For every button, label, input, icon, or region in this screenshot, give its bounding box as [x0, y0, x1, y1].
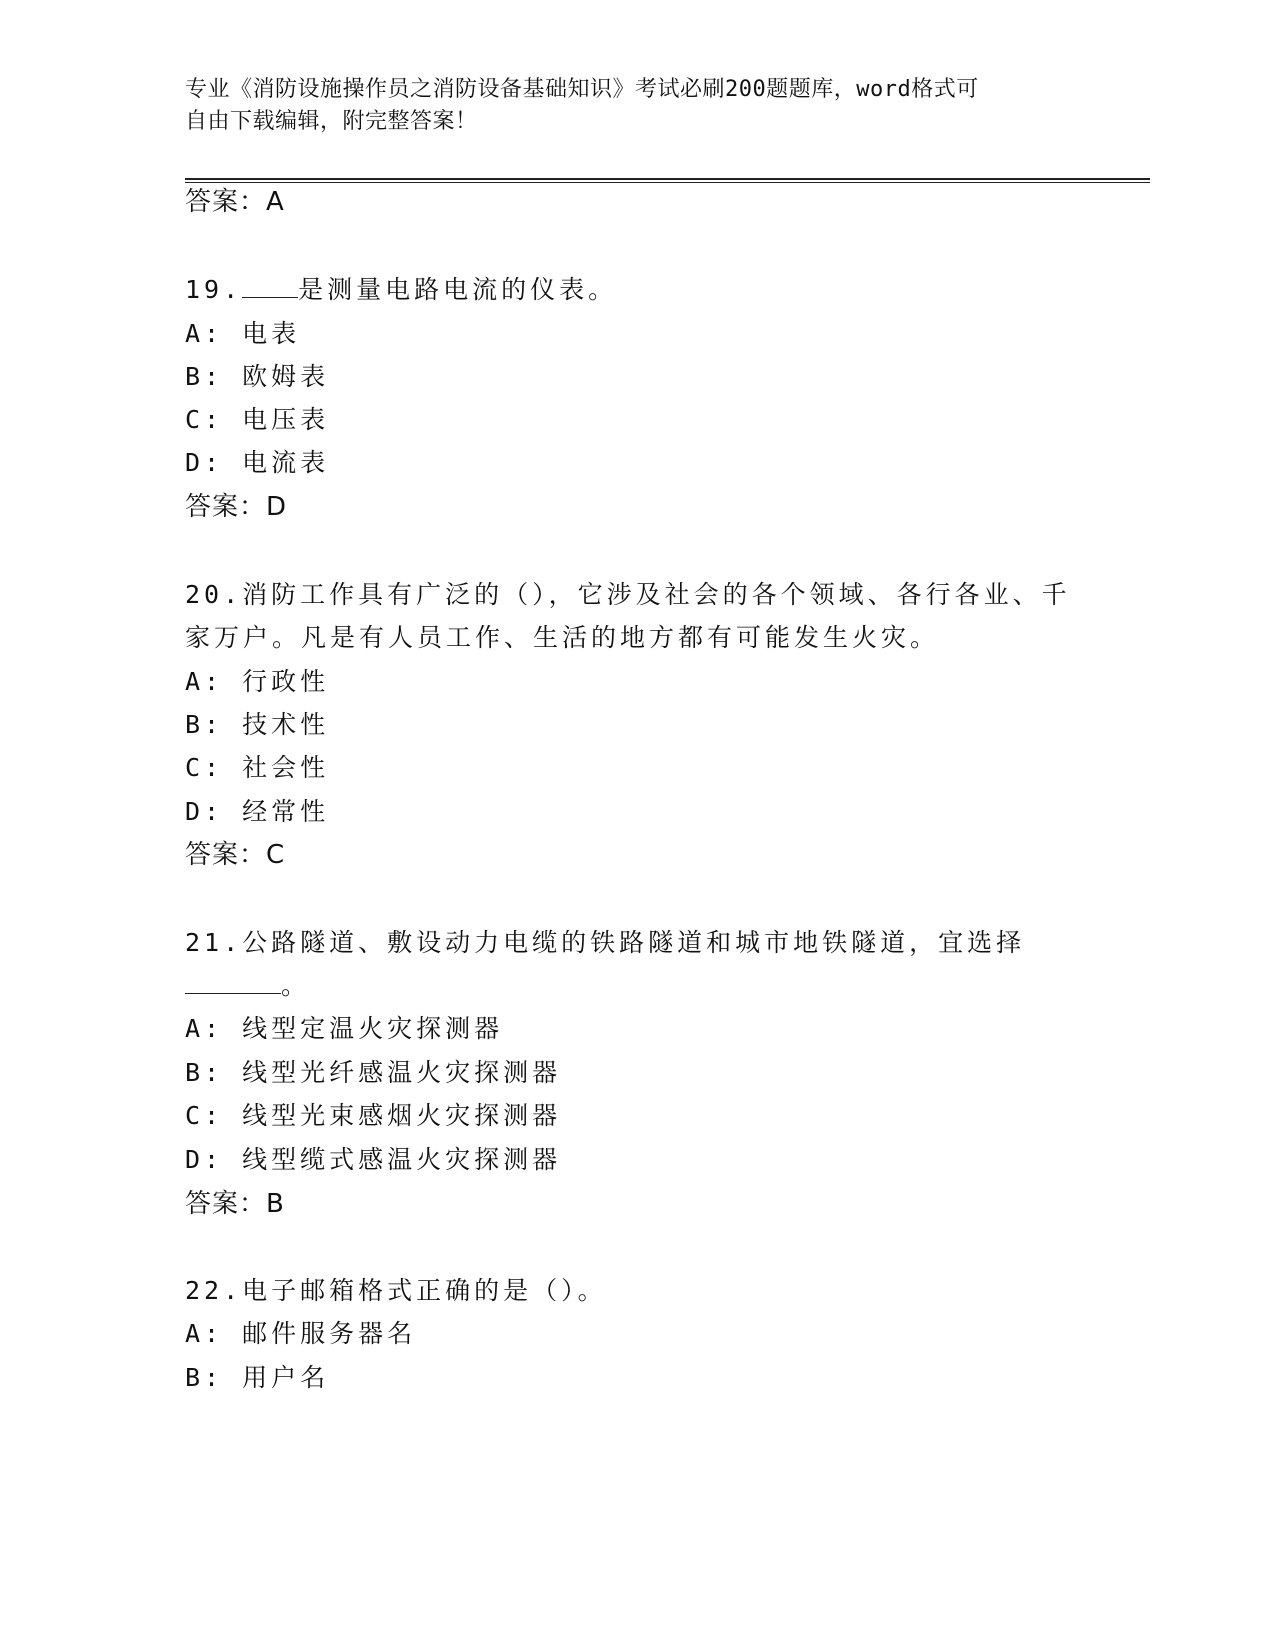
header-line-2: 自由下载编辑，附完整答案！ — [185, 109, 478, 134]
question-22-stem: 22.电子邮箱格式正确的是（）。 — [185, 1276, 607, 1305]
question-19-option-b: B: 欧姆表 — [185, 362, 330, 391]
question-19-stem — [185, 274, 617, 306]
fill-blank — [242, 275, 298, 298]
question-19-option-c: C: 电压表 — [185, 405, 330, 434]
question-20-option-c: C: 社会性 — [185, 753, 330, 782]
question-19-answer: 答案：D — [185, 492, 288, 522]
fill-blank — [185, 971, 281, 994]
question-21-option-c: C: 线型光束感烟火灾探测器 — [185, 1101, 562, 1130]
question-19-number: 19. — [185, 275, 243, 304]
question-20-answer: 答案：C — [185, 840, 286, 870]
previous-answer: 答案：A — [185, 187, 285, 217]
question-21-answer: 答案：B — [185, 1189, 285, 1219]
question-21-option-b: B: 线型光纤感温火灾探测器 — [185, 1058, 562, 1087]
question-19-option-d: D: 电流表 — [185, 448, 330, 477]
question-21-stem-tail: 。 — [281, 971, 311, 1000]
header-line-1: 专业《消防设施操作员之消防设备基础知识》考试必刷200题题库，word格式可 — [185, 77, 979, 102]
question-21-stem-line-2 — [185, 970, 310, 1002]
question-19-text: 是测量电路电流的仪表。 — [298, 275, 618, 304]
question-20-option-b: B: 技术性 — [185, 710, 330, 739]
question-21-stem-line-1: 21.公路隧道、敷设动力电缆的铁路隧道和城市地铁隧道，宜选择 — [185, 928, 1026, 957]
question-20-option-d: D: 经常性 — [185, 797, 330, 826]
question-20-stem-line-2: 家万户。凡是有人员工作、生活的地方都有可能发生火灾。 — [185, 623, 940, 652]
question-19-option-a: A: 电表 — [185, 319, 301, 348]
question-21-option-a: A: 线型定温火灾探测器 — [185, 1014, 504, 1043]
question-20-option-a: A: 行政性 — [185, 667, 330, 696]
header-divider — [185, 178, 1150, 183]
question-20-stem-line-1: 20.消防工作具有广泛的（），它涉及社会的各个领域、各行各业、千 — [185, 580, 1071, 609]
question-22-option-b: B: 用户名 — [185, 1363, 330, 1392]
document-header — [185, 74, 1065, 138]
question-22-option-a: A: 邮件服务器名 — [185, 1319, 417, 1348]
question-21-option-d: D: 线型缆式感温火灾探测器 — [185, 1145, 562, 1174]
